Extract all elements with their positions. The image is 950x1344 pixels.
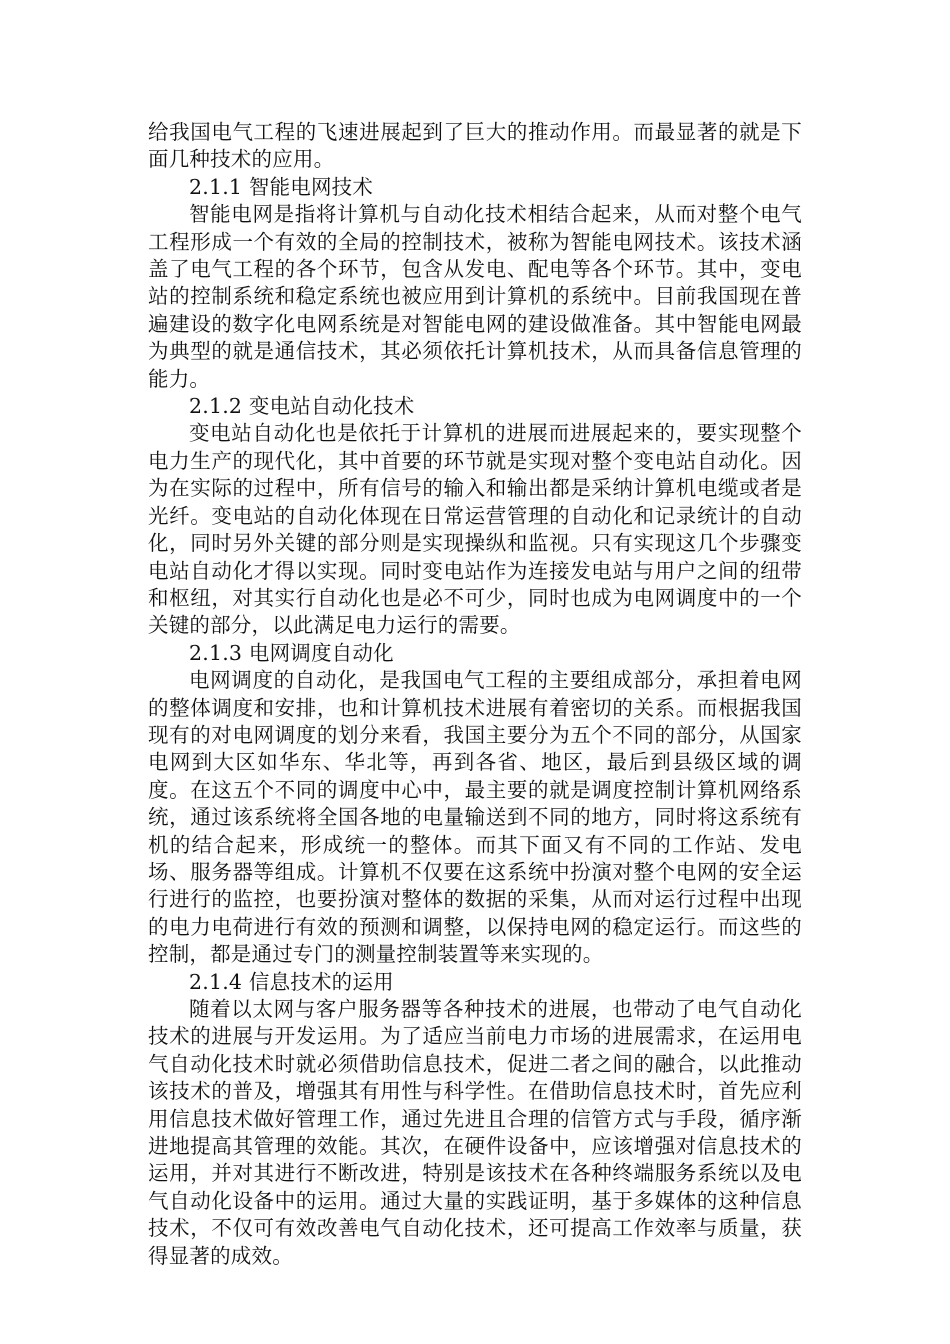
section-heading-smart-grid: 2.1.1 智能电网技术 xyxy=(189,174,374,199)
document-body xyxy=(148,119,802,1270)
section-body-substation-automation: 变电站自动化也是依托于计算机的进展而进展起来的，要实现整个电力生产的现代化，其中首要的环节就是实现对整个变电站自动化。因为在实际的过程中，所有信号的输入和输出都是采纳计算机电缆或者是光纤。变电站的自动化体现在日常运营管理的自动化和记录统计的自动化，同时另外关键的部分则是实现操纵和监视。只有实现这几个步骤变电站自动化才得以实现。同时变电站作为连接发电站与用户之间的纽带和枢纽，对其实行自动化也是必不可少，同时也成为电网调度中的一个关键的部分，以此满足电力运行的需要。 xyxy=(148,421,802,638)
section-heading-grid-dispatch: 2.1.3 电网调度自动化 xyxy=(189,640,394,665)
section-heading-information-technology: 2.1.4 信息技术的运用 xyxy=(189,969,394,994)
section-body-information-technology: 随着以太网与客户服务器等各种技术的进展，也带动了电气自动化技术的进展与开发运用。为了适应当前电力市场的进展需求，在运用电气自动化技术时就必须借助信息技术，促进二者之间的融合，以此推动该技术的普及，增强其有用性与科学性。在借助信息技术时，首先应利用信息技术做好管理工作，通过先进且合理的信管方式与手段，循序渐进地提高其管理的效能。其次，在硬件设备中，应该增强对信息技术的运用，并对其进行不断改进，特别是该技术在各种终端服务系统以及电气自动化设备中的运用。通过大量的实践证明，基于多媒体的这种信息技术，不仅可有效改善电气自动化技术，还可提高工作效率与质量，获得显著的成效。 xyxy=(148,997,802,1268)
section-body-smart-grid: 智能电网是指将计算机与自动化技术相结合起来，从而对整个电气工程形成一个有效的全局的控制技术，被称为智能电网技术。该技术涵盖了电气工程的各个环节，包含从发电、配电等各个环节。其中，变电站的控制系统和稳定系统也被应用到计算机的系统中。目前我国现在普遍建设的数字化电网系统是对智能电网的建设做准备。其中智能电网最为典型的就是通信技术，其必须依托计算机技术，从而具备信息管理的能力。 xyxy=(148,202,802,391)
section-heading-substation-automation: 2.1.2 变电站自动化技术 xyxy=(189,394,415,419)
section-body-grid-dispatch: 电网调度的自动化，是我国电气工程的主要组成部分，承担着电网的整体调度和安排，也和计算机技术进展有着密切的关系。而根据我国现有的对电网调度的划分来看，我国主要分为五个不同的部分，从国家电网到大区如华东、华北等，再到各省、地区，最后到县级区域的调度。在这五个不同的调度中心中，最主要的就是调度控制计算机网络系统，通过该系统将全国各地的电量输送到不同的地方，同时将这系统有机的结合起来，形成统一的整体。而其下面又有不同的工作站、发电场、服务器等组成。计算机不仅要在这系统中扮演对整个电网的安全运行进行的监控，也要扮演对整体的数据的采集，从而对运行过程中出现的电力电荷进行有效的预测和调整，以保持电网的稳定运行。而这些的控制，都是通过专门的测量控制装置等来实现的。 xyxy=(148,668,802,967)
intro-paragraph: 给我国电气工程的飞速进展起到了巨大的推动作用。而最显著的就是下面几种技术的应用。 xyxy=(148,120,802,172)
